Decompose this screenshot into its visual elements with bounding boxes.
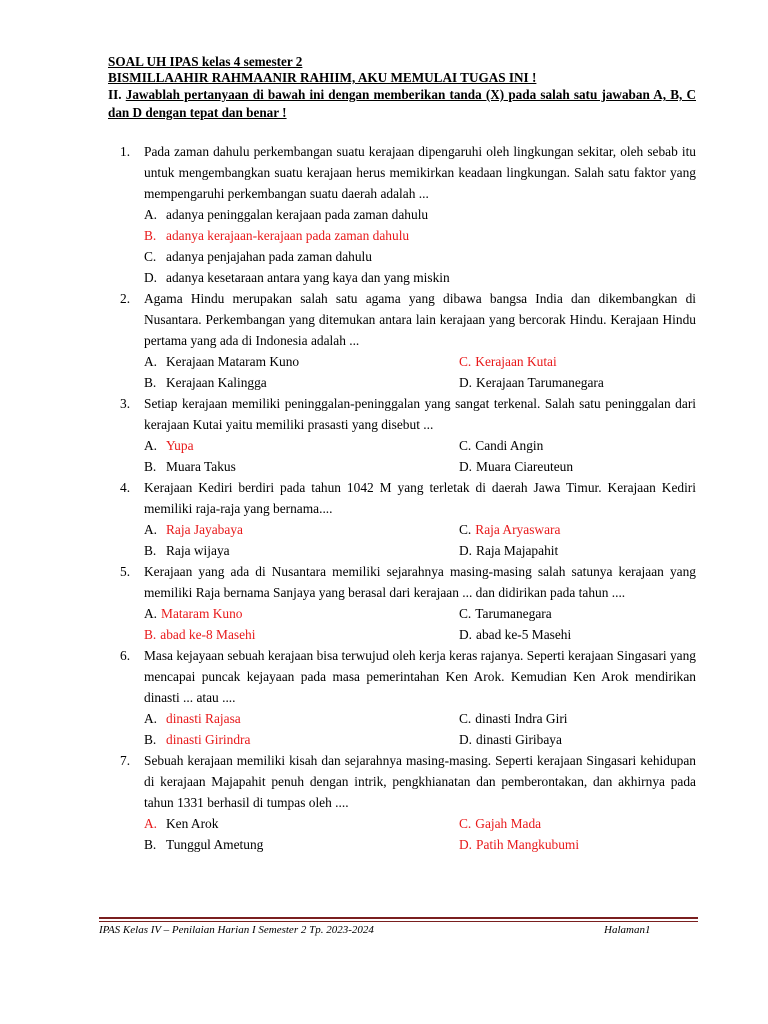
option-text: dinasti Giribaya: [476, 732, 562, 747]
question-text: Kerajaan Kediri berdiri pada tahun 1042 M yang terletak di daerah Jawa Timur. Kerajaan Kediri memiliki raja-raja yang bernama....: [144, 480, 696, 516]
question-number: 2.: [120, 291, 131, 306]
option-text: Candi Angin: [475, 438, 544, 453]
option-text: adanya peninggalan kerajaan pada zaman dahulu: [166, 207, 429, 222]
option-text: Ken Arok: [166, 816, 219, 831]
option-text: adanya kesetaraan antara yang kaya dan yang miskin: [166, 270, 450, 285]
option-letter: D.: [144, 270, 158, 285]
option-text: Mataram Kuno: [161, 606, 243, 621]
option-2a[interactable]: [144, 351, 299, 372]
option-letter: C.: [459, 606, 472, 621]
question-number: 5.: [120, 564, 131, 579]
option-text: Tarumanegara: [475, 606, 552, 621]
option-text: Patih Mangkubumi: [476, 837, 580, 852]
question-number: 3.: [120, 396, 131, 411]
option-5b[interactable]: [144, 624, 255, 645]
option-letter: A.: [144, 207, 158, 222]
option-text: Yupa: [166, 438, 194, 453]
option-letter: A.: [144, 438, 158, 453]
option-letter: B.: [144, 543, 157, 558]
option-1c[interactable]: [108, 246, 696, 267]
option-text: dinasti Rajasa: [166, 711, 241, 726]
option-letter: D.: [459, 837, 473, 852]
option-text: Gajah Mada: [475, 816, 542, 831]
option-text: Kerajaan Mataram Kuno: [166, 354, 300, 369]
option-letter: D.: [459, 543, 473, 558]
question-number: 7.: [120, 753, 131, 768]
option-text: dinasti Girindra: [166, 732, 251, 747]
option-7c[interactable]: [459, 813, 541, 834]
question-text: Setiap kerajaan memiliki peninggalan-peninggalan yang sangat terkenal. Salah satu peninggalan dari kerajaan Kutai yaitu memiliki prasasti yang disebut ...: [144, 396, 696, 432]
option-letter: B.: [144, 627, 157, 642]
question-7: [108, 750, 696, 813]
option-7d[interactable]: [459, 834, 579, 855]
option-7b[interactable]: [144, 834, 263, 855]
question-number: 1.: [120, 144, 131, 159]
option-6b[interactable]: [144, 729, 250, 750]
option-text: Raja Jayabaya: [166, 522, 243, 537]
question-text: Pada zaman dahulu perkembangan suatu kerajaan dipengaruhi oleh lingkungan sekitar, oleh sebab itu untuk mengembangkan suatu kerajaan herus memikirkan keadaan lingkungan. Salah satu faktor yang mempengaruhi perkembangan suatu daerah adalah ...: [144, 144, 696, 201]
option-7a[interactable]: [144, 813, 218, 834]
option-3b[interactable]: [144, 456, 236, 477]
option-text: adanya penjajahan pada zaman dahulu: [166, 249, 372, 264]
option-letter: B.: [144, 375, 157, 390]
option-3d[interactable]: [459, 456, 573, 477]
option-letter: C.: [144, 249, 157, 264]
option-1a[interactable]: [108, 204, 696, 225]
option-3a[interactable]: [144, 435, 194, 456]
option-row: [108, 456, 696, 477]
option-text: Tunggul Ametung: [166, 837, 264, 852]
option-2b[interactable]: [144, 372, 267, 393]
option-row: [108, 372, 696, 393]
option-letter: A.: [144, 354, 158, 369]
option-letter: A.: [144, 606, 158, 621]
option-5d[interactable]: [459, 624, 571, 645]
option-letter: B.: [144, 459, 157, 474]
option-text: Raja wijaya: [166, 543, 230, 558]
option-letter: C.: [459, 816, 472, 831]
worksheet-page: [108, 54, 696, 855]
option-text: abad ke-5 Masehi: [476, 627, 572, 642]
option-letter: B.: [144, 732, 157, 747]
question-text: Agama Hindu merupakan salah satu agama yang dibawa bangsa India dan dikembangkan di Nusantara. Perkembangan yang ditemukan antara lain kerajaan yang bercorak Hindu. Kerajaan Hindu pertama yang ada di Indonesia adalah ...: [144, 291, 696, 348]
option-text: Kerajaan Kutai: [475, 354, 557, 369]
option-4c[interactable]: [459, 519, 560, 540]
option-letter: A.: [144, 711, 158, 726]
option-4b[interactable]: [144, 540, 230, 561]
question-1: [108, 141, 696, 204]
option-4d[interactable]: [459, 540, 558, 561]
option-2c[interactable]: [459, 351, 557, 372]
option-letter: C.: [459, 354, 472, 369]
option-row: [108, 729, 696, 750]
option-row: [108, 624, 696, 645]
option-letter: B.: [144, 837, 157, 852]
option-1d[interactable]: [108, 267, 696, 288]
option-text: Kerajaan Kalingga: [166, 375, 267, 390]
question-5: [108, 561, 696, 603]
question-3: [108, 393, 696, 435]
option-row: [108, 351, 696, 372]
option-2d[interactable]: [459, 372, 604, 393]
option-6c[interactable]: [459, 708, 568, 729]
option-text: Raja Aryaswara: [475, 522, 561, 537]
option-5a[interactable]: [144, 603, 242, 624]
option-letter: D.: [459, 732, 473, 747]
option-letter: A.: [144, 522, 158, 537]
option-3c[interactable]: [459, 435, 543, 456]
option-row: [108, 540, 696, 561]
option-letter: C.: [459, 711, 472, 726]
option-letter: A.: [144, 816, 158, 831]
option-row: [108, 603, 696, 624]
option-text: adanya kerajaan-kerajaan pada zaman dahulu: [166, 228, 410, 243]
option-text: Muara Takus: [166, 459, 236, 474]
footer-rule: [99, 917, 698, 919]
worksheet-subtitle: BISMILLAAHIR RAHMAANIR RAHIIM, AKU MEMULAI TUGAS INI !: [108, 70, 537, 85]
option-4a[interactable]: [144, 519, 243, 540]
question-text: Masa kejayaan sebuah kerajaan bisa terwujud oleh kerja keras rajanya. Seperti kerajaan Singasari yang mencapai puncak kejayaan pada masa pemerintahan Ken Arok. Kemudian Ken Arok mendirikan dinasti ... atau ....: [144, 648, 696, 705]
option-letter: C.: [459, 438, 472, 453]
option-text: Raja Majapahit: [476, 543, 559, 558]
instruction-text: Jawablah pertanyaan di bawah ini dengan memberikan tanda (X) pada salah satu jawaban A, B, C dan D dengan tepat dan benar !: [108, 87, 696, 120]
option-letter: B.: [144, 228, 157, 243]
option-6d[interactable]: [459, 729, 562, 750]
option-letter: D.: [459, 375, 473, 390]
footer-course-info: IPAS Kelas IV – Penilaian Harian I Semester 2 Tp. 2023-2024: [99, 924, 374, 936]
question-text: Kerajaan yang ada di Nusantara memiliki sejarahnya masing-masing salah satunya kerajaan yang memiliki Raja bernama Sanjaya yang berasal dari kerajaan ... dan didirikan pada tahun ....: [144, 564, 696, 600]
option-row: [108, 834, 696, 855]
option-text: Muara Ciareuteun: [476, 459, 574, 474]
option-letter: D.: [459, 627, 473, 642]
question-text: Sebuah kerajaan memiliki kisah dan sejarahnya masing-masing. Seperti kerajaan Singasari kehidupan di kerajaan Majapahit penuh dengan intrik, pengkhianatan dan pemberontakan, dan akhirnya pada tahun 1331 berhasil di tumpas oleh ....: [144, 753, 696, 810]
option-text: Kerajaan Tarumanegara: [476, 375, 604, 390]
question-number: 4.: [120, 480, 131, 495]
option-row: [108, 813, 696, 834]
option-letter: D.: [459, 459, 473, 474]
option-row: [108, 708, 696, 729]
option-row: [108, 519, 696, 540]
question-4: [108, 477, 696, 519]
worksheet-title: SOAL UH IPAS kelas 4 semester 2: [108, 54, 303, 69]
footer-rule-thin: [99, 921, 698, 922]
option-row: [108, 435, 696, 456]
question-6: [108, 645, 696, 708]
question-2: [108, 288, 696, 351]
instruction-number: II.: [108, 87, 122, 102]
option-5c[interactable]: [459, 603, 552, 624]
option-text: abad ke-8 Masehi: [160, 627, 256, 642]
footer-page-number: Halaman1: [604, 924, 651, 936]
option-text: dinasti Indra Giri: [475, 711, 568, 726]
question-number: 6.: [120, 648, 131, 663]
option-1b[interactable]: [108, 225, 696, 246]
instruction: [108, 86, 696, 122]
option-letter: C.: [459, 522, 472, 537]
option-6a[interactable]: [144, 708, 241, 729]
